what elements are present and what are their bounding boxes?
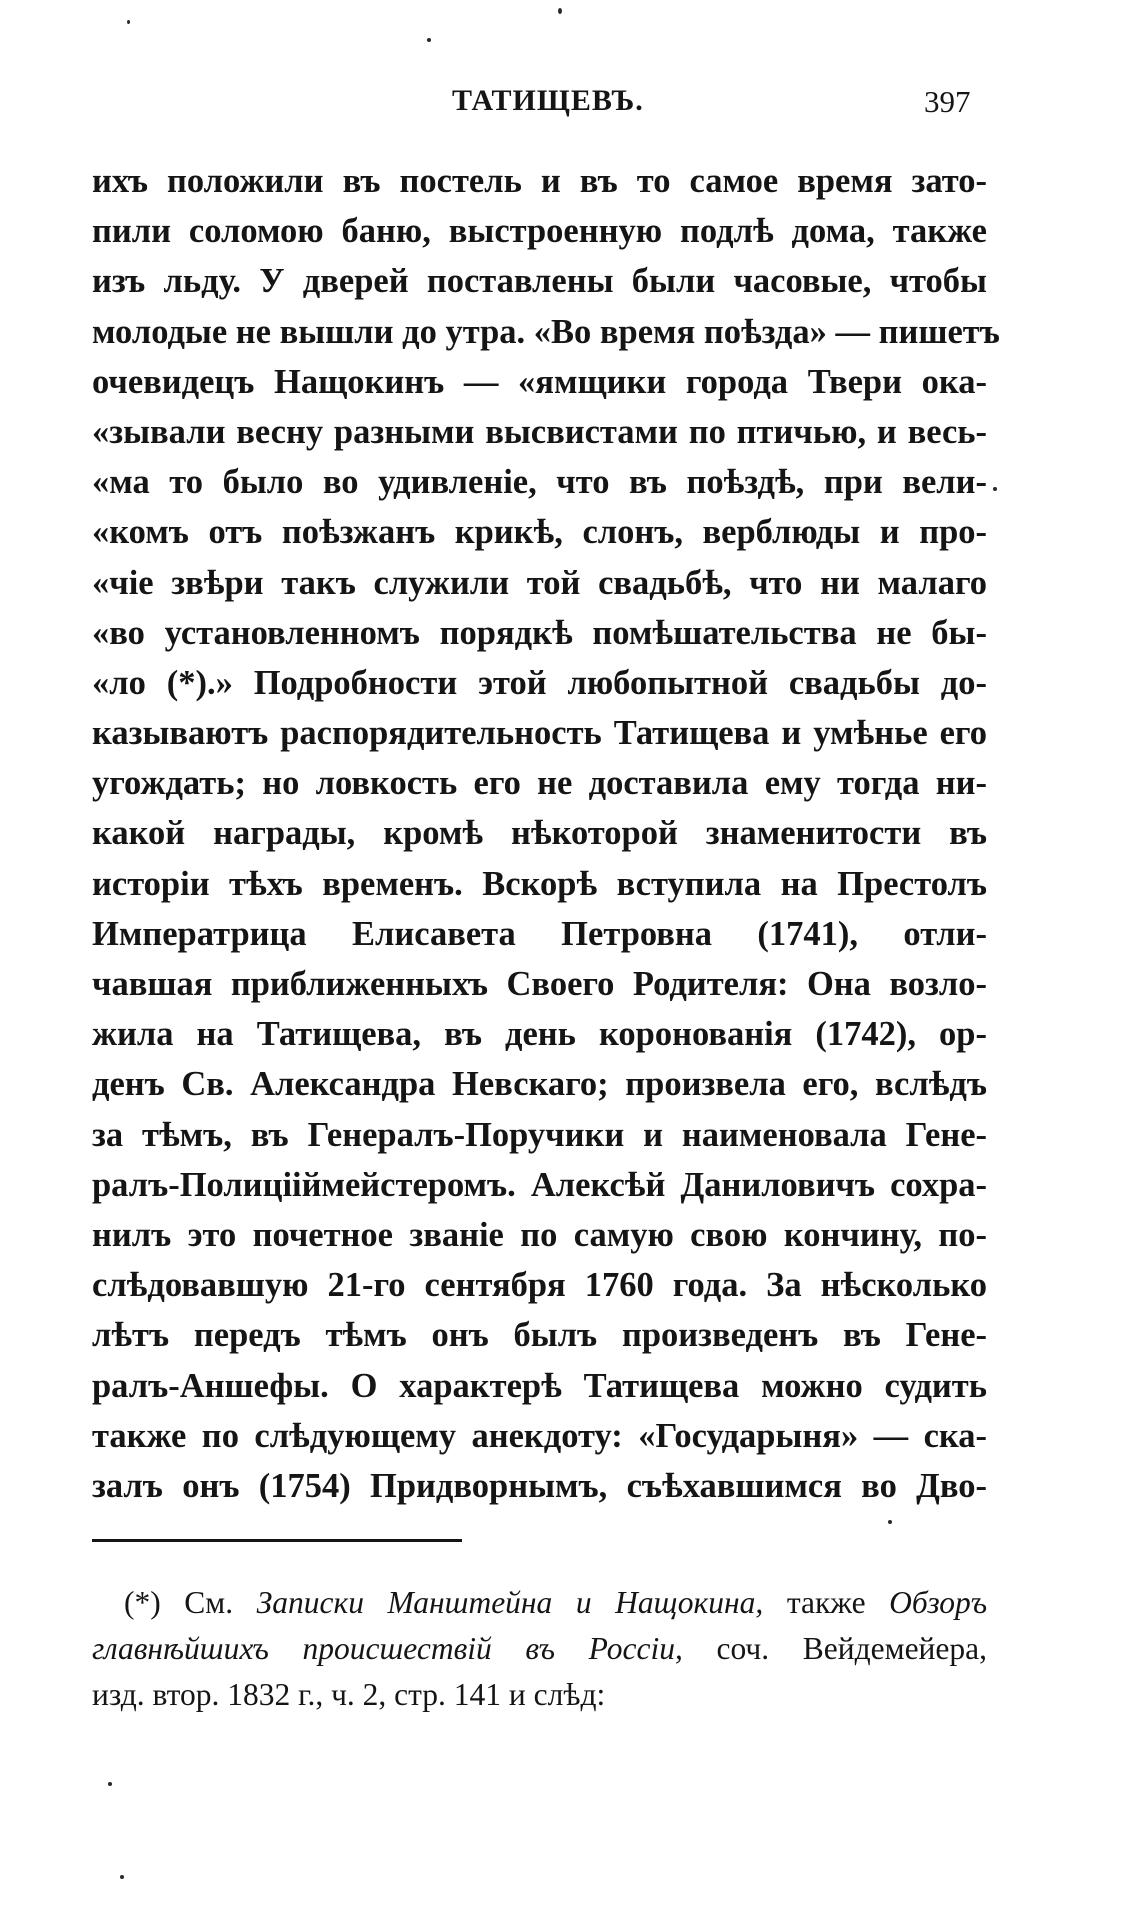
footnote-see: См. (184, 1585, 234, 1620)
text-line: ихъ положили въ постель и въ то самое время зато- (92, 162, 987, 200)
footnote-line (92, 1626, 987, 1672)
text-line: слѣдовавшую 21-го сентября 1760 года. За нѣсколько (92, 1266, 987, 1305)
footnote-work-title: Обзоръ (889, 1585, 988, 1620)
text-line: за тѣмъ, въ Генералъ-Поручики и наименовала Гене- (92, 1115, 987, 1154)
text-line: изъ льду. У дверей поставлены были часовые, чтобы (92, 262, 987, 301)
footnote-line (92, 1580, 987, 1626)
running-title: ТАТИЩЕВЪ. (452, 84, 644, 117)
text-line: ралъ-Аншефы. О характерѣ Татищева можно судить (92, 1366, 987, 1405)
scan-speck (108, 1782, 112, 1786)
text-line: жила на Татищева, въ день коронованія (1742), ор- (92, 1015, 987, 1054)
footnote-line: изд. втор. 1832 г., ч. 2, стр. 141 и слѣд: (92, 1677, 606, 1712)
text-line: исторіи тѣхъ временъ. Вскорѣ вступила на Престолъ (92, 864, 987, 903)
footnote-also: также (786, 1585, 866, 1620)
footnote-marker: (*) (124, 1585, 161, 1620)
text-line: пили соломою баню, выстроенную подлѣ дома, также (92, 212, 987, 251)
text-line: «ло (*).» Подробности этой любопытной свадьбы до- (92, 663, 987, 702)
scan-speck (558, 8, 562, 14)
footnote-rule (92, 1539, 462, 1542)
text-line: «чіе звѣри такъ служили той свадьбѣ, что ни малаго (92, 563, 987, 602)
text-line: ралъ-Полицііймейстеромъ. Алексѣй Даниловичъ сохра- (92, 1165, 987, 1204)
footnote-work-title: Записки Манштейна и Нащокина, (256, 1585, 764, 1620)
text-line: казываютъ распорядительность Татищева и умѣнье его (92, 714, 987, 753)
text-line: лѣтъ передъ тѣмъ онъ былъ произведенъ въ Гене- (92, 1316, 987, 1355)
text-line: «ма то было во удивленіе, что въ поѣздѣ, при вели- (92, 463, 987, 502)
scan-speck (993, 487, 997, 491)
body-text (92, 156, 1000, 1511)
text-line: Императрица Елисавета Петровна (1741), отли- (92, 914, 987, 953)
scan-speck (888, 1520, 892, 1524)
text-line: также по слѣдующему анекдоту: «Государыня» — ска- (92, 1416, 987, 1455)
text-line: денъ Св. Александра Невскаго; произвела его, вслѣдъ (92, 1065, 987, 1104)
scan-speck (127, 20, 130, 24)
text-line: «комъ отъ поѣзжанъ крикѣ, слонъ, верблюды и про- (92, 513, 987, 552)
text-line: «зывали весну разными высвистами по птичью, и весь- (92, 412, 987, 451)
scan-speck (427, 38, 431, 42)
footnote-work-title: главнѣйшихъ происшествій въ Россіи, (92, 1631, 683, 1666)
footnote-author: соч. Вейдемейера, (716, 1631, 987, 1666)
text-line: очевидецъ Нащокинъ — «ямщики города Твери ока- (92, 362, 987, 401)
text-line: залъ онъ (1754) Придворнымъ, съѣхавшимся во Дво- (92, 1466, 987, 1505)
footnote (92, 1580, 987, 1718)
page-number: 397 (924, 84, 971, 119)
text-line: угождать; но ловкость его не доставила ему тогда ни- (92, 764, 987, 803)
text-line: нилъ это почетное званіе по самую свою кончину, по- (92, 1215, 987, 1254)
text-line: чавшая приближенныхъ Своего Родителя: Она возло- (92, 965, 987, 1003)
scan-speck (120, 1875, 124, 1879)
text-line: какой награды, кромѣ нѣкоторой знаменитости въ (92, 814, 987, 853)
text-line: «во установленномъ порядкѣ помѣшательства не бы- (92, 613, 987, 652)
text-line: молодые не вышли до утра. «Во время поѣзда» — пишетъ (92, 312, 1000, 351)
